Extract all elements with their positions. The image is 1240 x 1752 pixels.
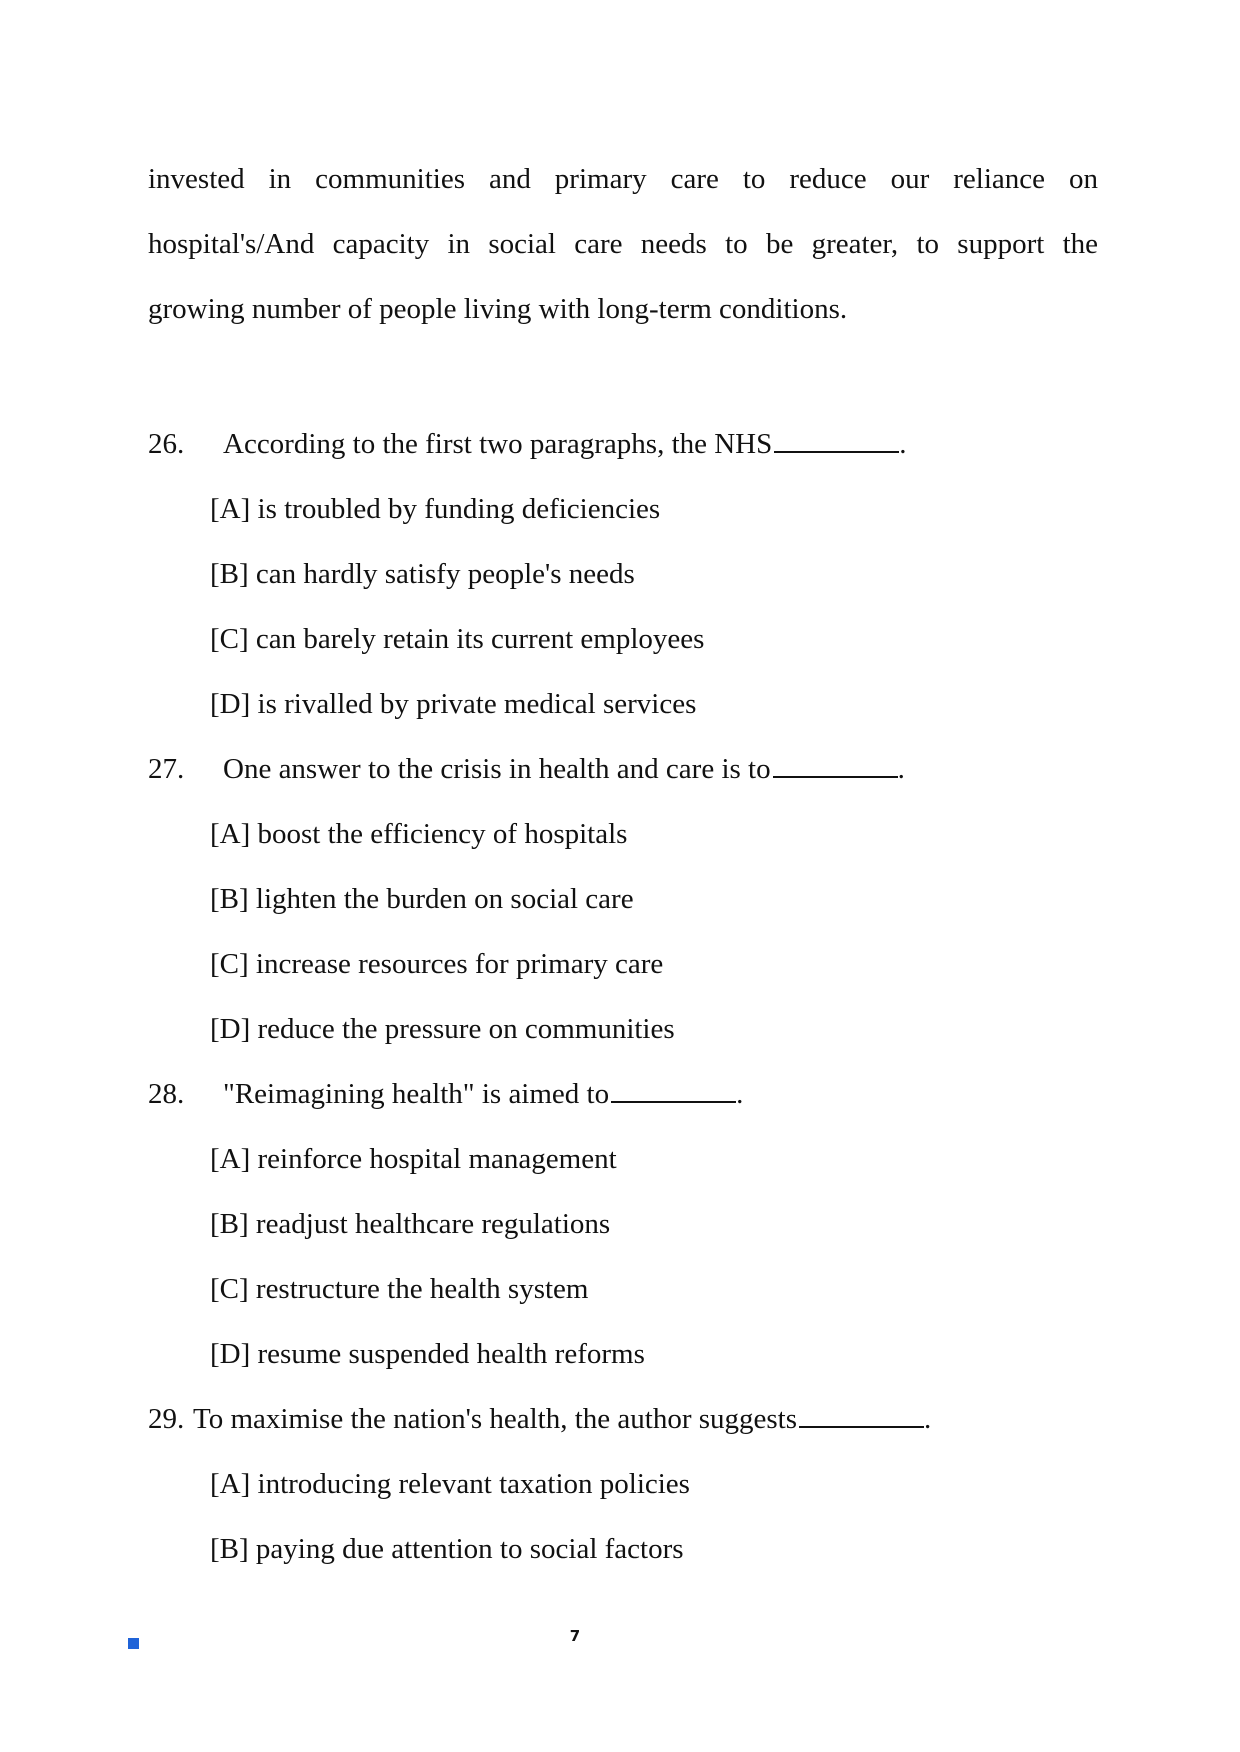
option-28-d: [D] resume suspended health reforms [210,1338,645,1370]
passage-line: invested in communities and primary care to reduce our reliance on [148,163,1098,195]
option-26-a: [A] is troubled by funding deficiencies [210,493,661,525]
option-26-d: [D] is rivalled by private medical services [210,688,697,720]
passage-paragraph [148,147,1098,342]
option-28-c: [C] restructure the health system [210,1273,589,1305]
blank-period: . [924,1403,932,1435]
option-27-d: [D] reduce the pressure on communities [210,1013,675,1045]
blue-square-marker [128,1638,139,1649]
passage-line: hospital's/And capacity in social care needs to be greater, to support the [148,228,1098,260]
question-number: 28. [148,1078,185,1110]
question-28 [148,1074,743,1114]
question-stem: "Reimagining health" is aimed to [223,1078,610,1110]
question-number: 29. [148,1403,185,1435]
option-27-b: [B] lighten the burden on social care [210,883,634,915]
option-27-c: [C] increase resources for primary care [210,948,664,980]
option-29-b: [B] paying due attention to social factors [210,1533,684,1565]
option-26-b: [B] can hardly satisfy people's needs [210,558,635,590]
blank-period: . [736,1078,744,1110]
question-29 [148,1399,931,1439]
question-26 [148,424,907,464]
answer-blank [773,754,898,778]
question-stem: One answer to the crisis in health and care is to [223,753,771,785]
question-number: 27. [148,753,185,785]
answer-blank [611,1079,736,1103]
option-26-c: [C] can barely retain its current employees [210,623,705,655]
option-28-b: [B] readjust healthcare regulations [210,1208,611,1240]
question-number: 26. [148,428,185,460]
answer-blank [774,429,899,453]
page-number: 7 [569,1627,581,1645]
option-28-a: [A] reinforce hospital management [210,1143,617,1175]
blank-period: . [897,753,905,785]
question-stem: To maximise the nation's health, the author suggests [193,1403,798,1435]
option-29-a: [A] introducing relevant taxation policies [210,1468,690,1500]
option-27-a: [A] boost the efficiency of hospitals [210,818,628,850]
answer-blank [799,1404,924,1428]
question-stem: According to the first two paragraphs, the NHS [223,428,773,460]
blank-period: . [899,428,907,460]
passage-line: growing number of people living with long-term conditions. [148,293,848,325]
question-27 [148,749,905,789]
